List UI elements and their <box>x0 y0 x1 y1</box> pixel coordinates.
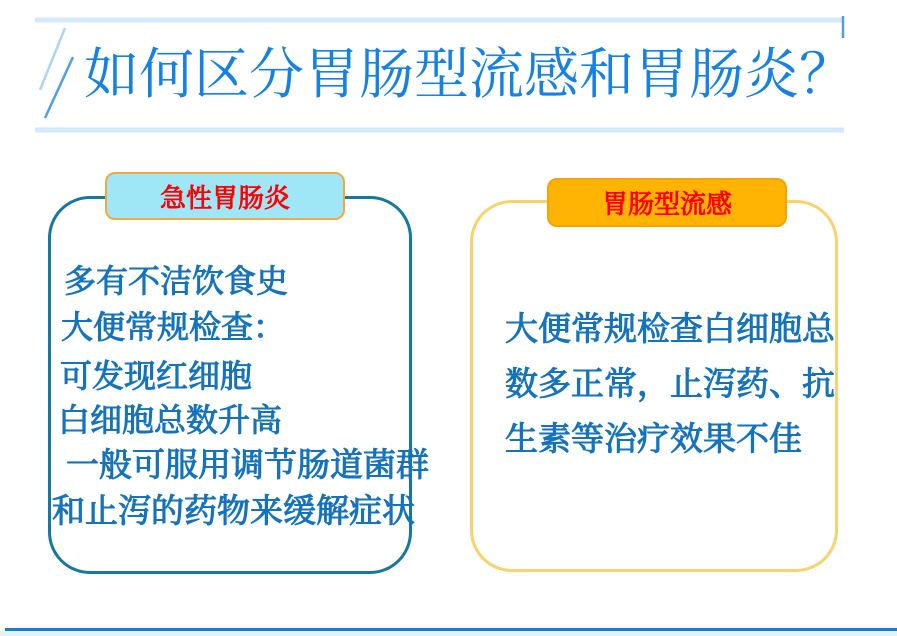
left-panel-line-6: 和止泻的药物来缓解症状 <box>52 492 415 529</box>
page-title: 如何区分胃肠型流感和胃肠炎？ <box>84 44 855 105</box>
right-panel-line-1: 大便常规检查白细胞总 <box>505 310 835 347</box>
left-panel-line-2: 大便常规检查： <box>61 309 286 345</box>
right-panel-header-label: 胃肠型流感 <box>601 189 732 219</box>
right-panel-line-3: 生素等治疗效果不佳 <box>505 420 802 457</box>
left-panel-line-3: 可发现红细胞 <box>60 358 253 394</box>
footer-strip <box>0 631 897 636</box>
left-panel-line-4: 白细胞总数升高 <box>58 402 283 438</box>
right-panel-line-2: 数多正常，止泻药、抗 <box>505 365 835 402</box>
right-panel-header-badge <box>547 178 787 227</box>
left-panel-line-1: 多有不洁饮食史 <box>64 263 289 299</box>
left-panel-header-label: 急性胃肠炎 <box>159 182 290 213</box>
left-panel-header-badge <box>105 172 345 220</box>
left-panel-line-5: 一般可服用调节肠道菌群 <box>66 446 429 483</box>
